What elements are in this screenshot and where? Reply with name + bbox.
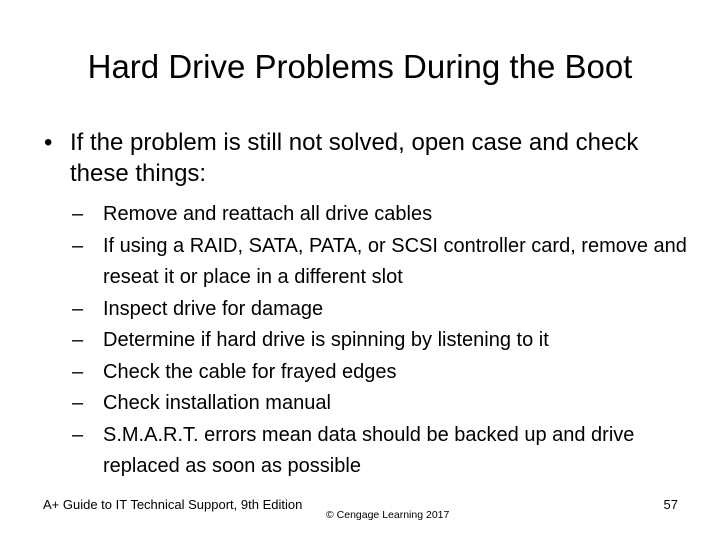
- dash-marker: –: [72, 360, 84, 383]
- footer-book-title: A+ Guide to IT Technical Support, 9th Edition: [43, 497, 303, 512]
- sub-bullet-item: [72, 199, 692, 231]
- footer-copyright: © Cengage Learning 2017: [326, 509, 450, 521]
- dash-marker: –: [72, 234, 84, 257]
- page-number: 57: [663, 497, 678, 512]
- slide-title: Hard Drive Problems During the Boot: [87, 48, 633, 85]
- sub-bullet-text: Determine if hard drive is spinning by listening to it: [103, 329, 549, 351]
- sub-bullet-text: If using a RAID, SATA, PATA, or SCSI controller card, remove and reseat it or place in a different slot: [103, 234, 687, 288]
- sub-bullet-text: Inspect drive for damage: [103, 297, 324, 320]
- sub-bullet-item: [72, 231, 692, 294]
- dash-marker: –: [72, 297, 84, 320]
- sub-bullet-item: [72, 325, 692, 357]
- main-bullet-text: If the problem is still not solved, open case and check these things:: [70, 129, 639, 187]
- dash-marker: –: [72, 423, 84, 446]
- sub-bullet-text: Remove and reattach all drive cables: [103, 203, 433, 225]
- dash-marker: –: [72, 203, 84, 225]
- sub-bullet-text: S.M.A.R.T. errors mean data should be backed up and drive replaced as soon as possible: [103, 423, 635, 477]
- sub-bullet-item: [72, 357, 692, 389]
- dash-marker: –: [72, 392, 84, 414]
- bullet-marker: •: [44, 129, 53, 156]
- sub-bullet-item: [72, 388, 692, 420]
- sub-bullet-list: [72, 199, 692, 483]
- sub-bullet-item: [72, 420, 692, 483]
- sub-bullet-text: Check the cable for frayed edges: [103, 360, 397, 383]
- sub-bullet-text: Check installation manual: [103, 392, 331, 414]
- dash-marker: –: [72, 329, 84, 351]
- main-bullet: [44, 127, 684, 189]
- sub-bullet-item: [72, 294, 692, 326]
